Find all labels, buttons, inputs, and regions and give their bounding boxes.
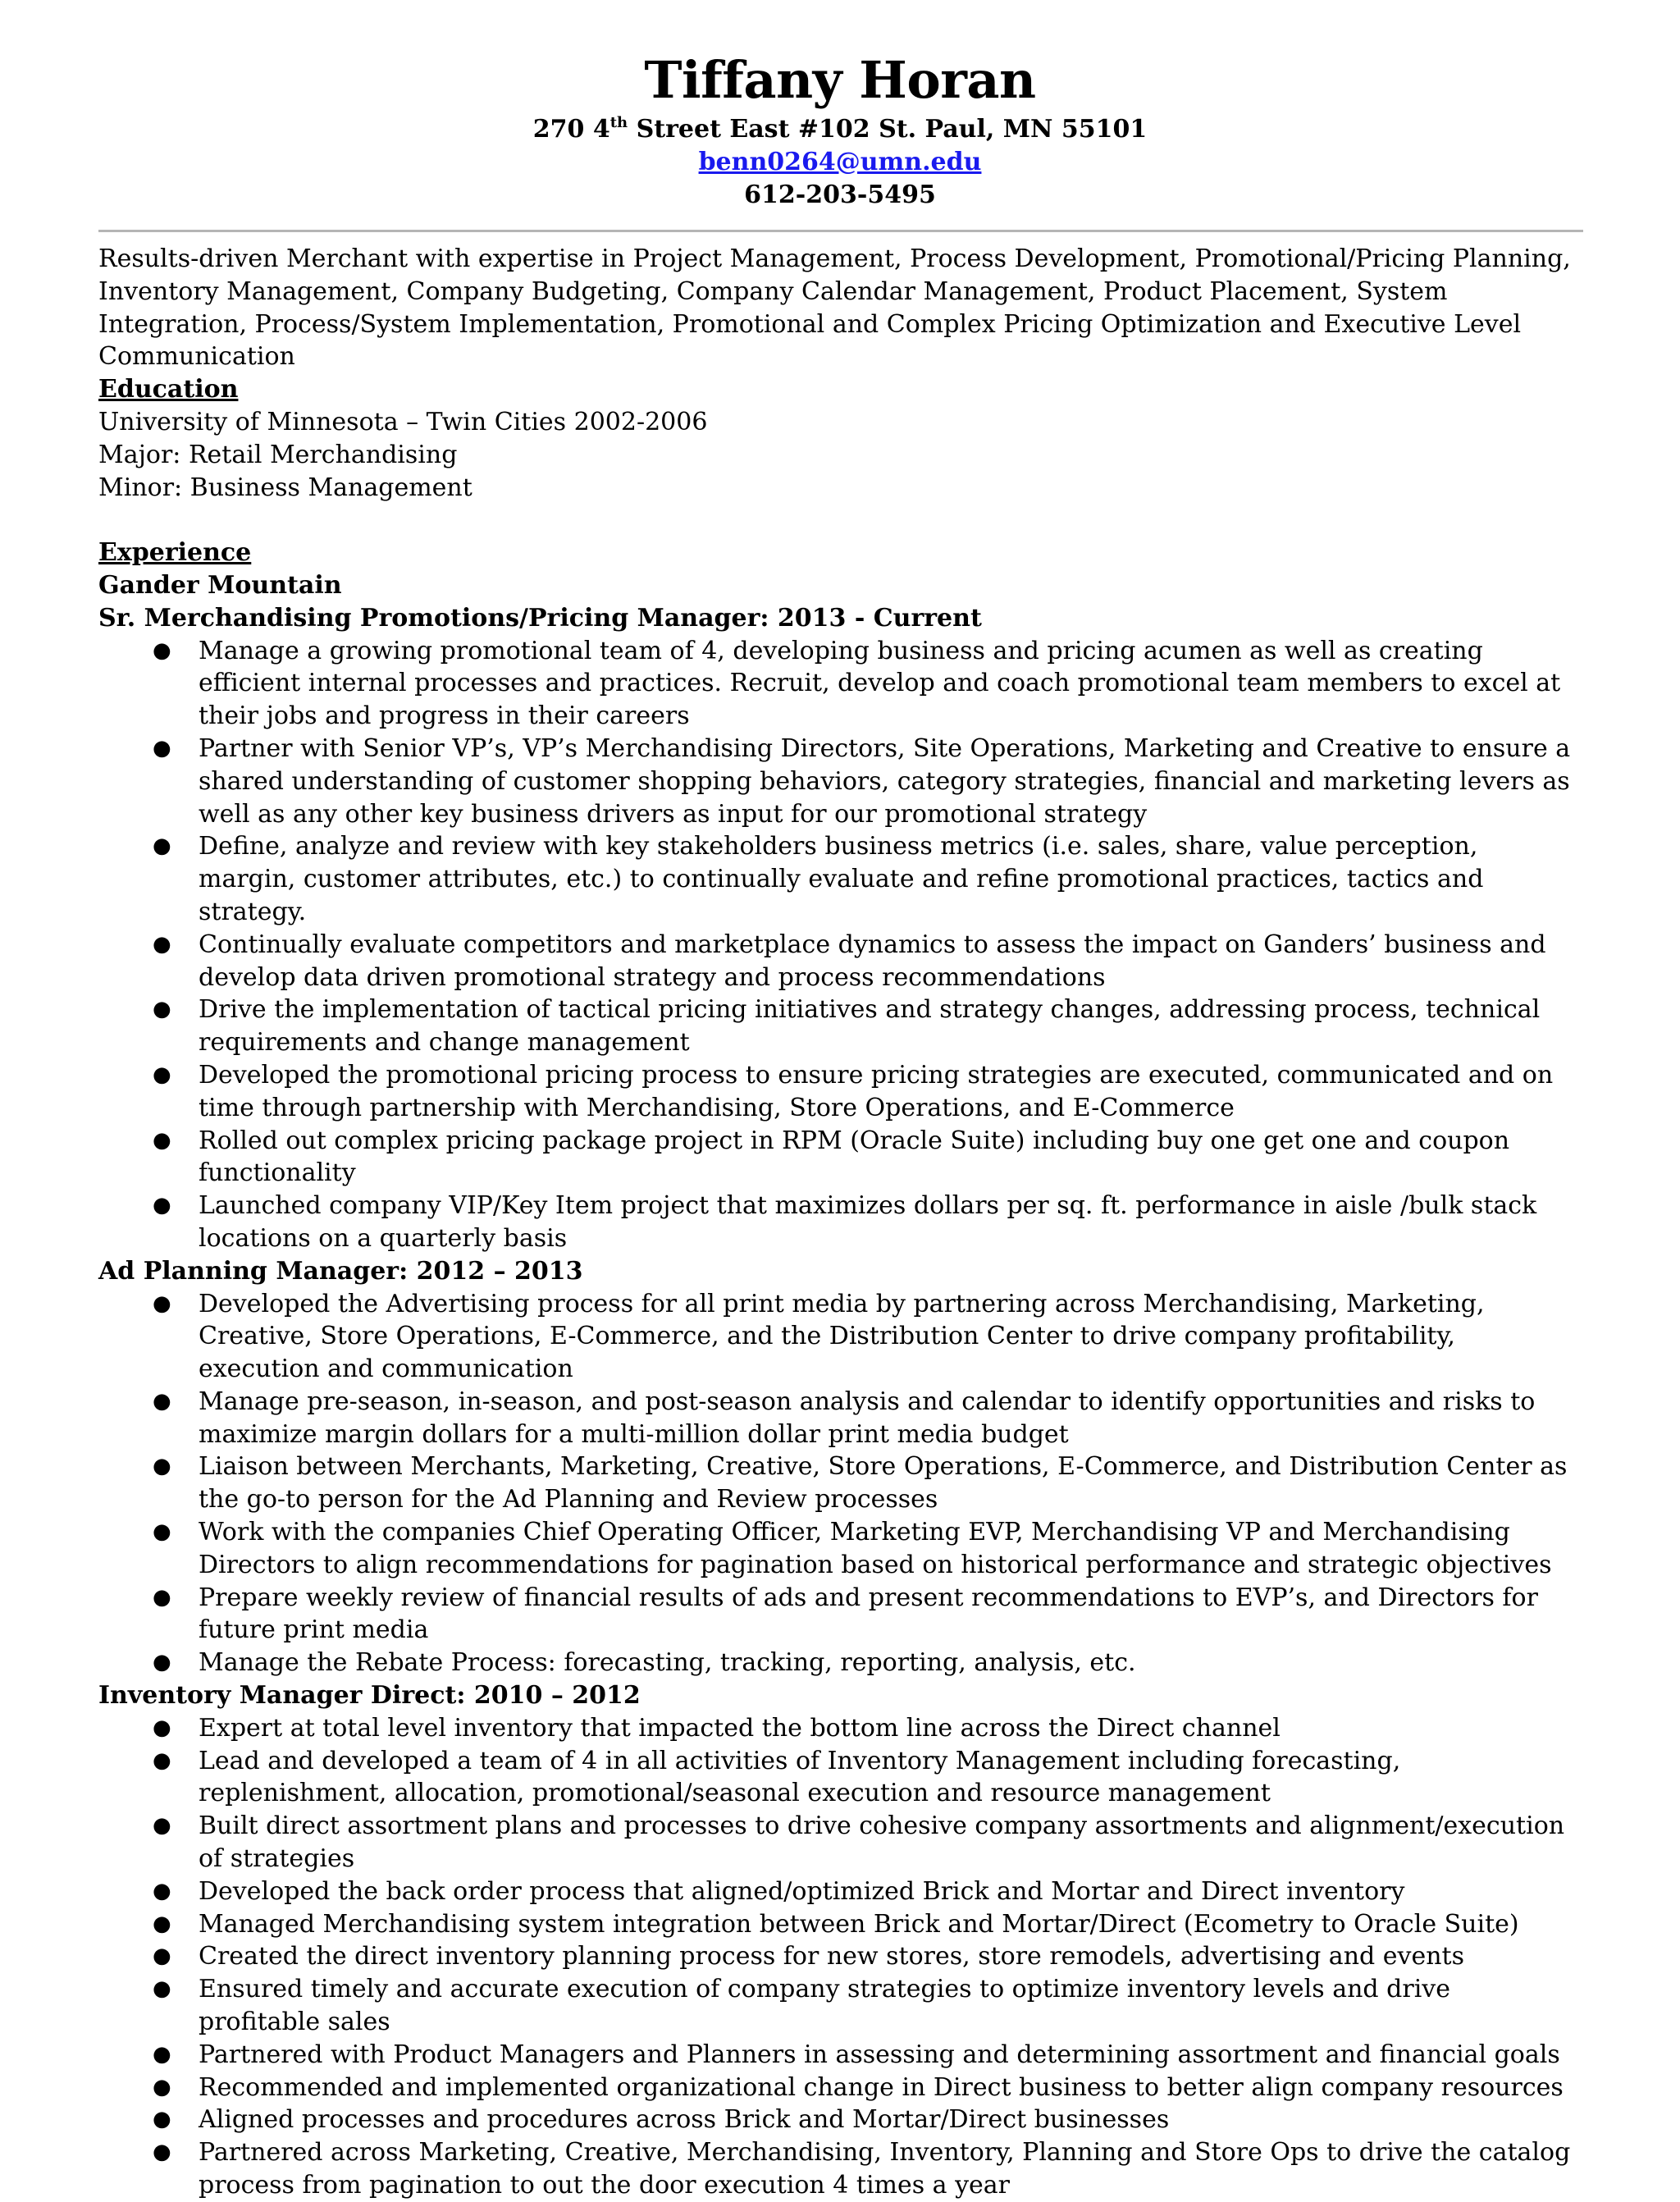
role-bullets [98, 635, 1591, 1255]
bullet-item [98, 1516, 1591, 1582]
bullet-icon: ● [153, 1193, 171, 1218]
bullet-icon: ● [153, 2074, 171, 2099]
bullet-item [98, 733, 1591, 830]
bullet-item [98, 2104, 1591, 2136]
experience-heading: Experience [98, 538, 252, 568]
bullet-icon: ● [153, 735, 171, 761]
bullet-icon: ● [153, 1127, 171, 1153]
company-name: Gander Mountain [98, 570, 342, 600]
bullet-icon: ● [153, 2140, 171, 2165]
bullet-text: Manage pre-season, in-season, and post-season analysis and calendar to identify opportunities and risks to maximize margin dollars for a multi-million dollar print media budget [199, 1387, 1536, 1449]
bullet-text: Aligned processes and procedures across Brick and Mortar/Direct businesses [199, 2105, 1170, 2135]
email-link[interactable]: benn0264@umn.edu [698, 148, 982, 176]
address [0, 113, 1680, 146]
bullet-icon: ● [153, 1944, 171, 1969]
bullet-item [98, 830, 1591, 928]
bullet-icon: ● [153, 1454, 171, 1479]
bullet-text: Expert at total level inventory that impacted the bottom line across the Direct channel [199, 1713, 1281, 1743]
candidate-name: Tiffany Horan [644, 50, 1036, 110]
bullet-icon: ● [153, 1813, 171, 1839]
bullet-item [98, 1973, 1591, 2039]
bullet-icon: ● [153, 2041, 171, 2067]
address-number: 270 4 [532, 115, 610, 144]
header-divider [98, 230, 1583, 232]
bullet-item [98, 635, 1591, 733]
bullet-text: Define, analyze and review with key stakeholders business metrics (i.e. sales, share, value perception, margin, customer attributes, etc.) to continually evaluate and refine promotional practices, tactics and strategy. [199, 832, 1484, 926]
bullet-icon: ● [153, 637, 171, 663]
bullet-icon: ● [153, 1976, 171, 2002]
resume-body [98, 243, 1591, 2202]
bullet-text: Drive the implementation of tactical pricing initiatives and strategy changes, addressing process, technical requirements and change management [199, 995, 1541, 1058]
bullet-item [98, 2136, 1591, 2202]
bullet-text: Continually evaluate competitors and marketplace dynamics to assess the impact on Ganders’ business and develop data driven promotional strategy and process recommendations [199, 930, 1546, 992]
bullet-icon: ● [153, 1519, 171, 1545]
bullet-icon: ● [153, 931, 171, 957]
bullet-item [98, 2072, 1591, 2104]
bullet-item [98, 1647, 1591, 1679]
bullet-item [98, 1125, 1591, 1190]
education-major: Major: Retail Merchandising [98, 440, 458, 469]
bullet-item [98, 1908, 1591, 1941]
bullet-item [98, 1810, 1591, 1875]
section-spacer [98, 504, 1591, 537]
bullet-text: Partner with Senior VP’s, VP’s Merchandising Directors, Site Operations, Marketing and Creative to ensure a shared understanding of customer shopping behaviors, category strategies, financial and marketing levers as well as any other key business drivers as input for our promotional strategy [199, 733, 1571, 829]
bullet-icon: ● [153, 1715, 171, 1740]
bullet-icon: ● [153, 997, 171, 1022]
role-bullets [98, 1288, 1591, 1680]
bullet-item [98, 929, 1591, 994]
bullet-text: Manage the Rebate Process: forecasting, tracking, reporting, analysis, etc. [199, 1648, 1136, 1678]
bullet-text: Recommended and implemented organizational change in Direct business to better align company resources [199, 2072, 1564, 2102]
bullet-item [98, 1745, 1591, 1811]
bullet-text: Work with the companies Chief Operating Officer, Marketing EVP, Merchandising VP and Merchandising Directors to align recommendations for pagination based on historical performance and strategic objectives [199, 1518, 1552, 1579]
bullet-item [98, 994, 1591, 1059]
bullet-icon: ● [153, 1584, 171, 1610]
phone-number: 612-203-5495 [744, 180, 936, 209]
bullet-text: Launched company VIP/Key Item project that maximizes dollars per sq. ft. performance in aisle /bulk stack locations on a quarterly basis [199, 1191, 1537, 1253]
bullet-icon: ● [153, 1650, 171, 1675]
bullet-item [98, 1875, 1591, 1908]
bullet-item [98, 1190, 1591, 1255]
bullet-text: Developed the back order process that aligned/optimized Brick and Mortar and Direct inventory [199, 1876, 1405, 1906]
role-title: Inventory Manager Direct: 2010 – 2012 [98, 1681, 641, 1711]
bullet-text: Prepare weekly review of financial results of ads and present recommendations to EVP’s, and Directors for future print media [199, 1583, 1538, 1645]
resume-header [0, 48, 1680, 212]
bullet-item [98, 1386, 1591, 1451]
bullet-item [98, 1582, 1591, 1647]
bullet-icon: ● [153, 2107, 171, 2132]
education-school: University of Minnesota – Twin Cities 2002-2006 [98, 407, 708, 436]
address-ordinal: th [609, 114, 628, 131]
bullet-icon: ● [153, 1062, 171, 1087]
bullet-text: Ensured timely and accurate execution of company strategies to optimize inventory levels and drive profitable sales [199, 1975, 1450, 2037]
role-bullets [98, 1712, 1591, 2202]
bullet-item [98, 1059, 1591, 1125]
bullet-icon: ● [153, 1291, 171, 1316]
bullet-text: Developed the Advertising process for all print media by partnering across Merchandising, Marketing, Creative, Store Operations, E-Commerce, and the Distribution Center to drive company profitability, execution and communication [199, 1289, 1485, 1384]
bullet-item [98, 1940, 1591, 1973]
bullet-item [98, 1450, 1591, 1516]
bullet-text: Lead and developed a team of 4 in all activities of Inventory Management including forecasting, replenishment, allocation, promotional/seasonal execution and resource management [199, 1746, 1401, 1808]
bullet-icon: ● [153, 1747, 171, 1773]
bullet-icon: ● [153, 1911, 171, 1936]
bullet-text: Liaison between Merchants, Marketing, Creative, Store Operations, E-Commerce, and Distribution Center as the go-to person for the Ad Planning and Review processes [199, 1452, 1568, 1514]
summary: Results-driven Merchant with expertise in Project Management, Process Development, Promotional/Pricing Planning, Inventory Management, Company Budgeting, Company Calendar Management, Product Placement, System Integration, Process/System Implementation, Promotional and Complex Pricing Optimization and Executive Level Communication [98, 244, 1571, 372]
bullet-icon: ● [153, 834, 171, 859]
bullet-text: Manage a growing promotional team of 4, developing business and pricing acumen as well as creating efficient internal processes and practices. Recruit, develop and coach promotional team members to excel at their jobs and progress in their careers [199, 636, 1561, 731]
bullet-icon: ● [153, 1388, 171, 1414]
bullet-item [98, 1712, 1591, 1745]
bullet-text: Partnered across Marketing, Creative, Merchandising, Inventory, Planning and Store Ops to drive the catalog process from pagination to out the door execution 4 times a year [199, 2138, 1571, 2200]
bullet-item [98, 2039, 1591, 2072]
education-minor: Minor: Business Management [98, 473, 472, 502]
education-heading: Education [98, 375, 239, 404]
roles-list [98, 602, 1591, 2202]
bullet-text: Developed the promotional pricing process to ensure pricing strategies are executed, communicated and on time through partnership with Merchandising, Store Operations, and E-Commerce [199, 1060, 1554, 1122]
bullet-text: Managed Merchandising system integration between Brick and Mortar/Direct (Ecometry to Oracle Suite) [199, 1909, 1519, 1939]
bullet-icon: ● [153, 1878, 171, 1903]
bullet-text: Created the direct inventory planning process for new stores, store remodels, advertising and events [199, 1942, 1464, 1971]
bullet-text: Built direct assortment plans and processes to drive cohesive company assortments and alignment/execution of strategies [199, 1811, 1565, 1874]
role-title: Ad Planning Manager: 2012 – 2013 [98, 1256, 583, 1286]
address-street: Street East #102 St. Paul, MN 55101 [628, 115, 1148, 144]
bullet-text: Partnered with Product Managers and Planners in assessing and determining assortment and financial goals [199, 2040, 1560, 2069]
bullet-item [98, 1288, 1591, 1386]
role-title: Sr. Merchandising Promotions/Pricing Manager: 2013 - Current [98, 603, 982, 633]
bullet-text: Rolled out complex pricing package project in RPM (Oracle Suite) including buy one get one and coupon functionality [199, 1126, 1510, 1188]
